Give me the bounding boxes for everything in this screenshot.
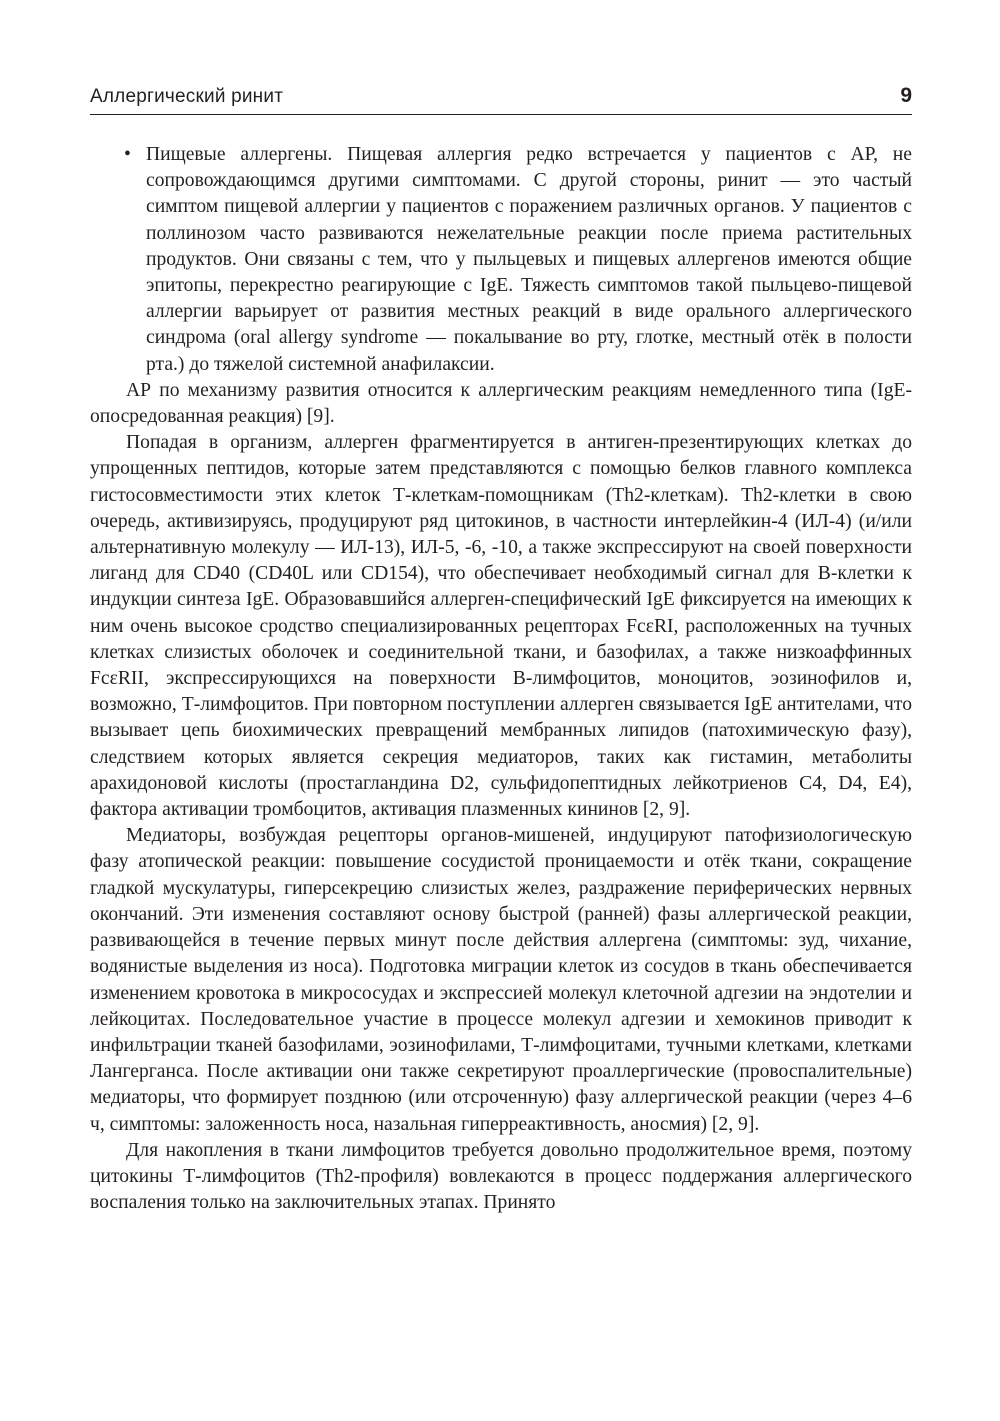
paragraph-1: АР по механизму развития относится к аллергическим реакциям немедленного типа (IgE-опосредованная реакция) [9]. xyxy=(90,379,912,428)
paragraph-2: Попадая в организм, аллерген фрагментируется в антиген-презентирующих клетках до упрощенных пептидов, которые затем представляются с помощью белков главного комплекса гистосовместимости этих клеток Т-клеткам-помощникам (Th2-клеткам). Th2-клетки в свою очередь, активизируясь, продуцируют ряд цитокинов, в частности интерлейкин-4 (ИЛ-4) (и/или альтернативную молекулу — ИЛ-13), ИЛ-5, -6, -10, а также экспрессируют на своей поверхности лиганд для CD40 (CD40L или CD154), что обеспечивает необходимый сигнал для В-клетки к индукции синтеза IgE. Образовавшийся аллерген-специфический IgE фиксируется на имеющих к ним очень высокое сродство специализированных рецепторах FcεRI, расположенных на тучных клетках слизистых оболочек и соединительной ткани, и базофилах, а также низкоаффинных FcεRII, экспрессирующихся на поверхности В-лимфоцитов, моноцитов, эозинофилов и, возможно, Т-лимфоцитов. При повторном поступлении аллерген связывается IgE антителами, что вызывает цепь биохимических превращений мембранных липидов (патохимическую фазу), следствием которых является секреция медиаторов, таких как гистамин, метаболиты арахидоновой кислоты (простагландина D2, сульфидопептидных лейкотриенов C4, D4, E4), фактора активации тромбоцитов, активация плазменных кининов [2, 9]. xyxy=(90,432,912,821)
body-text xyxy=(90,142,912,1216)
paragraph-3: Медиаторы, возбуждая рецепторы органов-мишеней, индуцируют патофизиологическую фазу атопической реакции: повышение сосудистой проницаемости и отёк ткани, сокращение гладкой мускулатуры, гиперсекрецию слизистых желез, раздражение периферических нервных окончаний. Эти изменения составляют основу быстрой (ранней) фазы аллергической реакции, развивающейся в течение первых минут после действия аллергена (симптомы: зуд, чихание, водянистые выделения из носа). Подготовка миграции клеток из сосудов в ткань обеспечивается изменением кровотока в микрососудах и экспрессией молекул клеточной адгезии на эндотелии и лейкоцитах. Последовательное участие в процессе молекул адгезии и хемокинов приводит к инфильтрации тканей базофилами, эозинофилами, Т-лимфоцитами, тучными клетками, клетками Лангерганса. После активации они также секретируют проаллергические (провоспалительные) медиаторы, что формирует позднюю (или отсроченную) фазу аллергической реакции (через 4–6 ч, симптомы: заложенность носа, назальная гиперреактивность, аносмия) [2, 9]. xyxy=(90,825,912,1135)
page-number: 9 xyxy=(900,84,912,107)
paragraph-4: Для накопления в ткани лимфоцитов требуется довольно продолжительное время, поэтому цитокины Т-лимфоцитов (Th2-профиля) вовлекаются в процесс поддержания аллергического воспаления только на заключительных этапах. Принято xyxy=(90,1139,912,1214)
bullet-item-food-allergens xyxy=(90,142,912,378)
bullet-list xyxy=(90,142,912,378)
chapter-title: Аллергический ринит xyxy=(90,86,284,107)
running-header xyxy=(90,84,912,115)
bullet-marker: • xyxy=(124,144,131,165)
bullet-text: Пищевые аллергены. Пищевая аллергия редко встречается у пациентов с АР, не сопровождающимся другими симптомами. С другой стороны, ринит — это частый симптом пищевой аллергии у пациентов с поражением различных органов. У пациентов с поллинозом часто развиваются нежелательные реакции после приема растительных продуктов. Они связаны с тем, что у пыльцевых и пищевых аллергенов имеются общие эпитопы, перекрестно реагирующие с IgE. Тяжесть симптомов такой пыльцево-пищевой аллергии варьирует от развития местных реакций в виде орального аллергического синдрома (oral allergy syndrome — покалывание во рту, глотке, местный отёк в полости рта.) до тяжелой системной анафилаксии. xyxy=(146,144,912,375)
